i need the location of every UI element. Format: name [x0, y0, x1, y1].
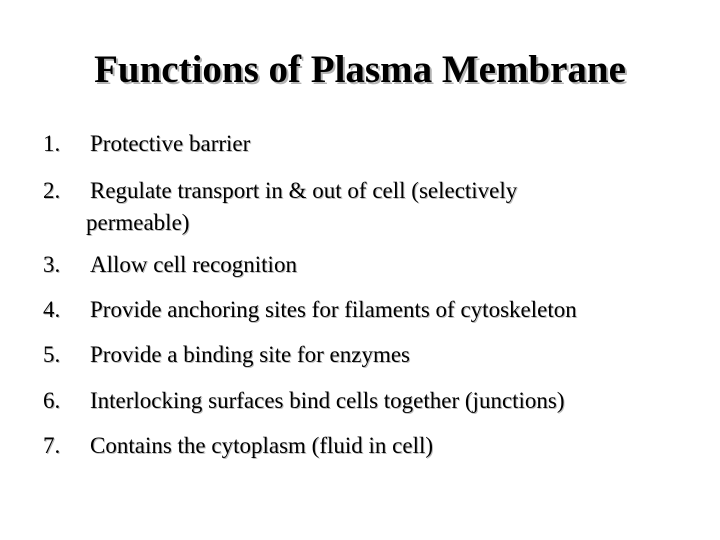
item-text: Contains the cytoplasm (fluid in cell): [90, 433, 434, 458]
item-number: 2.: [43, 178, 61, 203]
item-number: 5.: [43, 342, 61, 367]
item-number: 4.: [43, 297, 61, 322]
item-number: 7.: [43, 433, 61, 458]
item-number: 1.: [43, 131, 61, 156]
list-item: [43, 339, 683, 371]
item-number: 3.: [43, 252, 61, 277]
list-item: [43, 249, 683, 281]
item-text: Allow cell recognition: [90, 252, 297, 277]
item-text-continued: permeable): [86, 210, 190, 235]
list-item: [43, 294, 683, 326]
list-item: [43, 175, 683, 239]
list-item: [43, 430, 683, 462]
list-item: [43, 385, 683, 417]
item-text: Interlocking surfaces bind cells together (junctions): [90, 388, 565, 413]
list-item: [43, 128, 683, 160]
item-text: Regulate transport in & out of cell (selectively: [90, 178, 518, 203]
item-text: Provide anchoring sites for filaments of cytoskeleton: [90, 297, 577, 322]
slide-title: Functions of Plasma Membrane: [94, 48, 626, 91]
item-text: Protective barrier: [90, 131, 251, 156]
item-text: Provide a binding site for enzymes: [90, 342, 411, 367]
item-number: 6.: [43, 388, 61, 413]
